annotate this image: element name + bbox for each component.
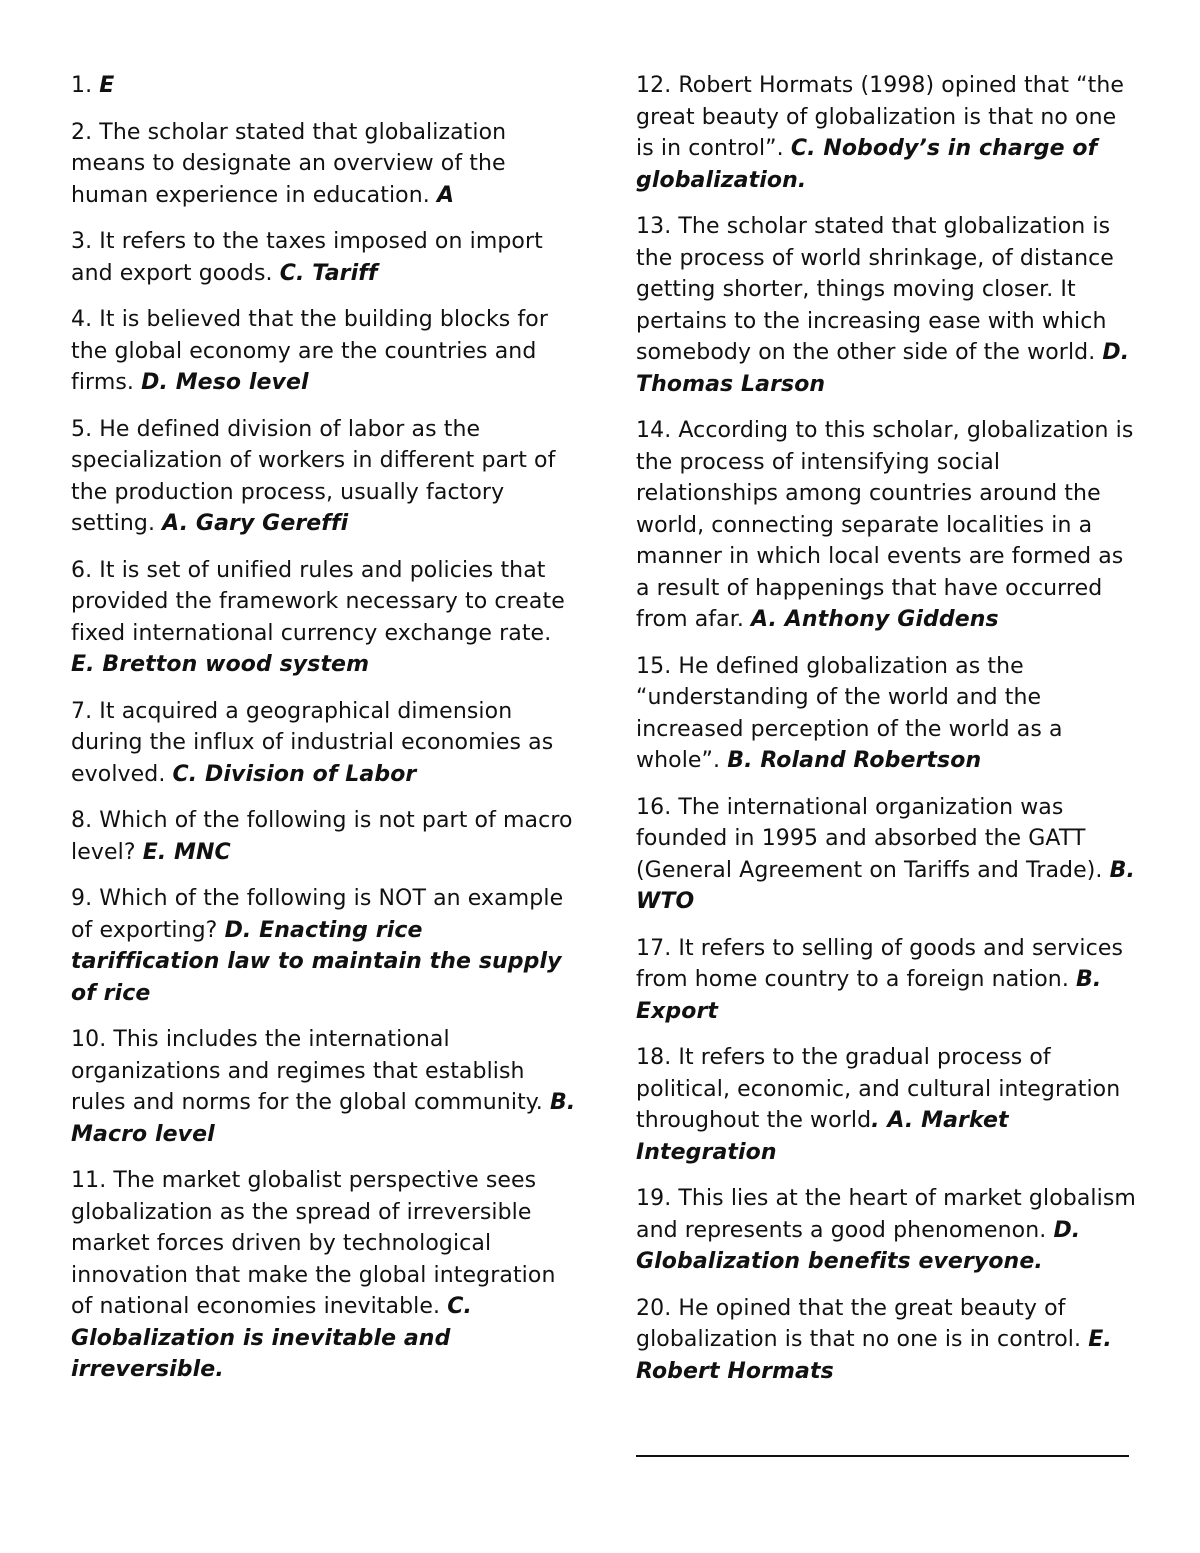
answer-text: C. Nobody’s in charge of globalization. bbox=[636, 136, 1098, 193]
answer-text: C. Tariff bbox=[279, 260, 378, 286]
question-text: 10. This includes the international organizations and regimes that establish rules and norms for the global community. bbox=[71, 1027, 550, 1115]
question-text: 7. It acquired a geographical dimension during the influx of industrial economies as evolved. bbox=[71, 698, 554, 787]
answer-item-2 bbox=[71, 117, 576, 212]
answer-item-11 bbox=[71, 1165, 576, 1386]
answer-item-12 bbox=[636, 70, 1136, 196]
answer-text: A. Anthony Giddens bbox=[751, 607, 999, 632]
answer-item-18 bbox=[636, 1042, 1136, 1168]
answer-text: D. Enacting rice tariffication law to maintain the supply of rice bbox=[71, 917, 562, 1006]
question-text: 19. This lies at the heart of market globalism and represents a good phenomenon. bbox=[636, 1186, 1136, 1243]
answer-text: B. Roland Robertson bbox=[727, 748, 982, 773]
answer-text: A bbox=[436, 182, 455, 208]
answer-item-4 bbox=[71, 304, 576, 399]
answer-text: C. Globalization is inevitable and irreversible. bbox=[71, 1294, 472, 1382]
answer-item-1 bbox=[71, 70, 576, 102]
answer-text: E. Bretton wood system bbox=[71, 652, 370, 677]
answer-item-16 bbox=[636, 792, 1136, 918]
question-text: 12. Robert Hormats (1998) opined that “the great beauty of globalization is that no one is in control”. bbox=[636, 73, 1125, 161]
answer-item-19 bbox=[636, 1183, 1136, 1278]
answer-text: E. Robert Hormats bbox=[636, 1327, 1112, 1384]
answer-item-20 bbox=[636, 1293, 1136, 1388]
answer-text: D. Meso level bbox=[141, 370, 309, 395]
question-text: 3. It refers to the taxes imposed on import and export goods. bbox=[71, 229, 543, 286]
answer-text: B. Export bbox=[636, 967, 1102, 1024]
question-text: 17. It refers to selling of goods and services from home country to a foreign nation. bbox=[636, 935, 1124, 992]
answer-item-14 bbox=[636, 415, 1136, 636]
answer-item-9 bbox=[71, 883, 576, 1009]
question-text: 1. bbox=[71, 73, 100, 98]
question-text: 4. It is believed that the building blocks for the global economy are the countries and firms. bbox=[71, 307, 548, 395]
answer-text: B. Macro level bbox=[71, 1090, 576, 1147]
question-text: 13. The scholar stated that globalization is the process of world shrinkage, of distance getting shorter, things moving closer. It pertains to the increasing ease with which somebody on the other side of the world. bbox=[636, 214, 1114, 365]
answer-item-17 bbox=[636, 933, 1136, 1028]
question-text: 18. It refers to the gradual process of political, economic, and cultural integration throughout the world bbox=[636, 1045, 1121, 1133]
answer-text: C. Division of Labor bbox=[172, 761, 417, 787]
answer-item-3 bbox=[71, 226, 576, 289]
answer-item-15 bbox=[636, 651, 1136, 777]
question-text: 16. The international organization was founded in 1995 and absorbed the GATT (General Agreement on Tariffs and Trade). bbox=[636, 794, 1110, 883]
answer-text: A. Gary Gereffi bbox=[162, 511, 349, 536]
answer-text: D. Thomas Larson bbox=[636, 340, 1130, 397]
answer-text: B. WTO bbox=[636, 857, 1135, 914]
left-column bbox=[71, 70, 576, 1401]
answer-item-8 bbox=[71, 805, 576, 868]
question-text: 8. Which of the following is not part of macro level? bbox=[71, 808, 573, 865]
answer-text: E. MNC bbox=[142, 839, 231, 865]
answer-item-10 bbox=[71, 1024, 576, 1150]
bottom-rule bbox=[636, 1455, 1129, 1457]
question-text: 9. Which of the following is NOT an example of exporting? bbox=[71, 886, 564, 943]
answer-item-13 bbox=[636, 211, 1136, 400]
question-text: 11. The market globalist perspective sees globalization as the spread of irreversible market forces driven by technological innovation that make the global integration of national economies inevitable. bbox=[71, 1168, 556, 1319]
question-text: 2. The scholar stated that globalization means to designate an overview of the human experience in education. bbox=[71, 119, 507, 208]
question-text: 5. He defined division of labor as the specialization of workers in different part of the production process, usually factory setting. bbox=[71, 416, 556, 536]
question-text: 15. He defined globalization as the “understanding of the world and the increased perception of the world as a whole”. bbox=[636, 653, 1063, 773]
answer-item-5 bbox=[71, 414, 576, 540]
answer-text: . A. Market Integration bbox=[636, 1108, 1009, 1165]
answer-item-6 bbox=[71, 555, 576, 681]
right-column bbox=[636, 70, 1136, 1402]
answer-item-7 bbox=[71, 696, 576, 791]
answer-text: E bbox=[99, 73, 115, 98]
question-text: 14. According to this scholar, globalization is the process of intensifying social relationships among countries around the world, connecting separate localities in a manner in which local events are formed as a result of happenings that have occurred from afar. bbox=[636, 418, 1134, 632]
answer-text: D. Globalization benefits everyone. bbox=[636, 1217, 1081, 1274]
question-text: 20. He opined that the great beauty of globalization is that no one is in control. bbox=[636, 1295, 1089, 1352]
question-text: 6. It is set of unified rules and policies that provided the framework necessary to create fixed international currency exchange rate. bbox=[71, 557, 565, 646]
